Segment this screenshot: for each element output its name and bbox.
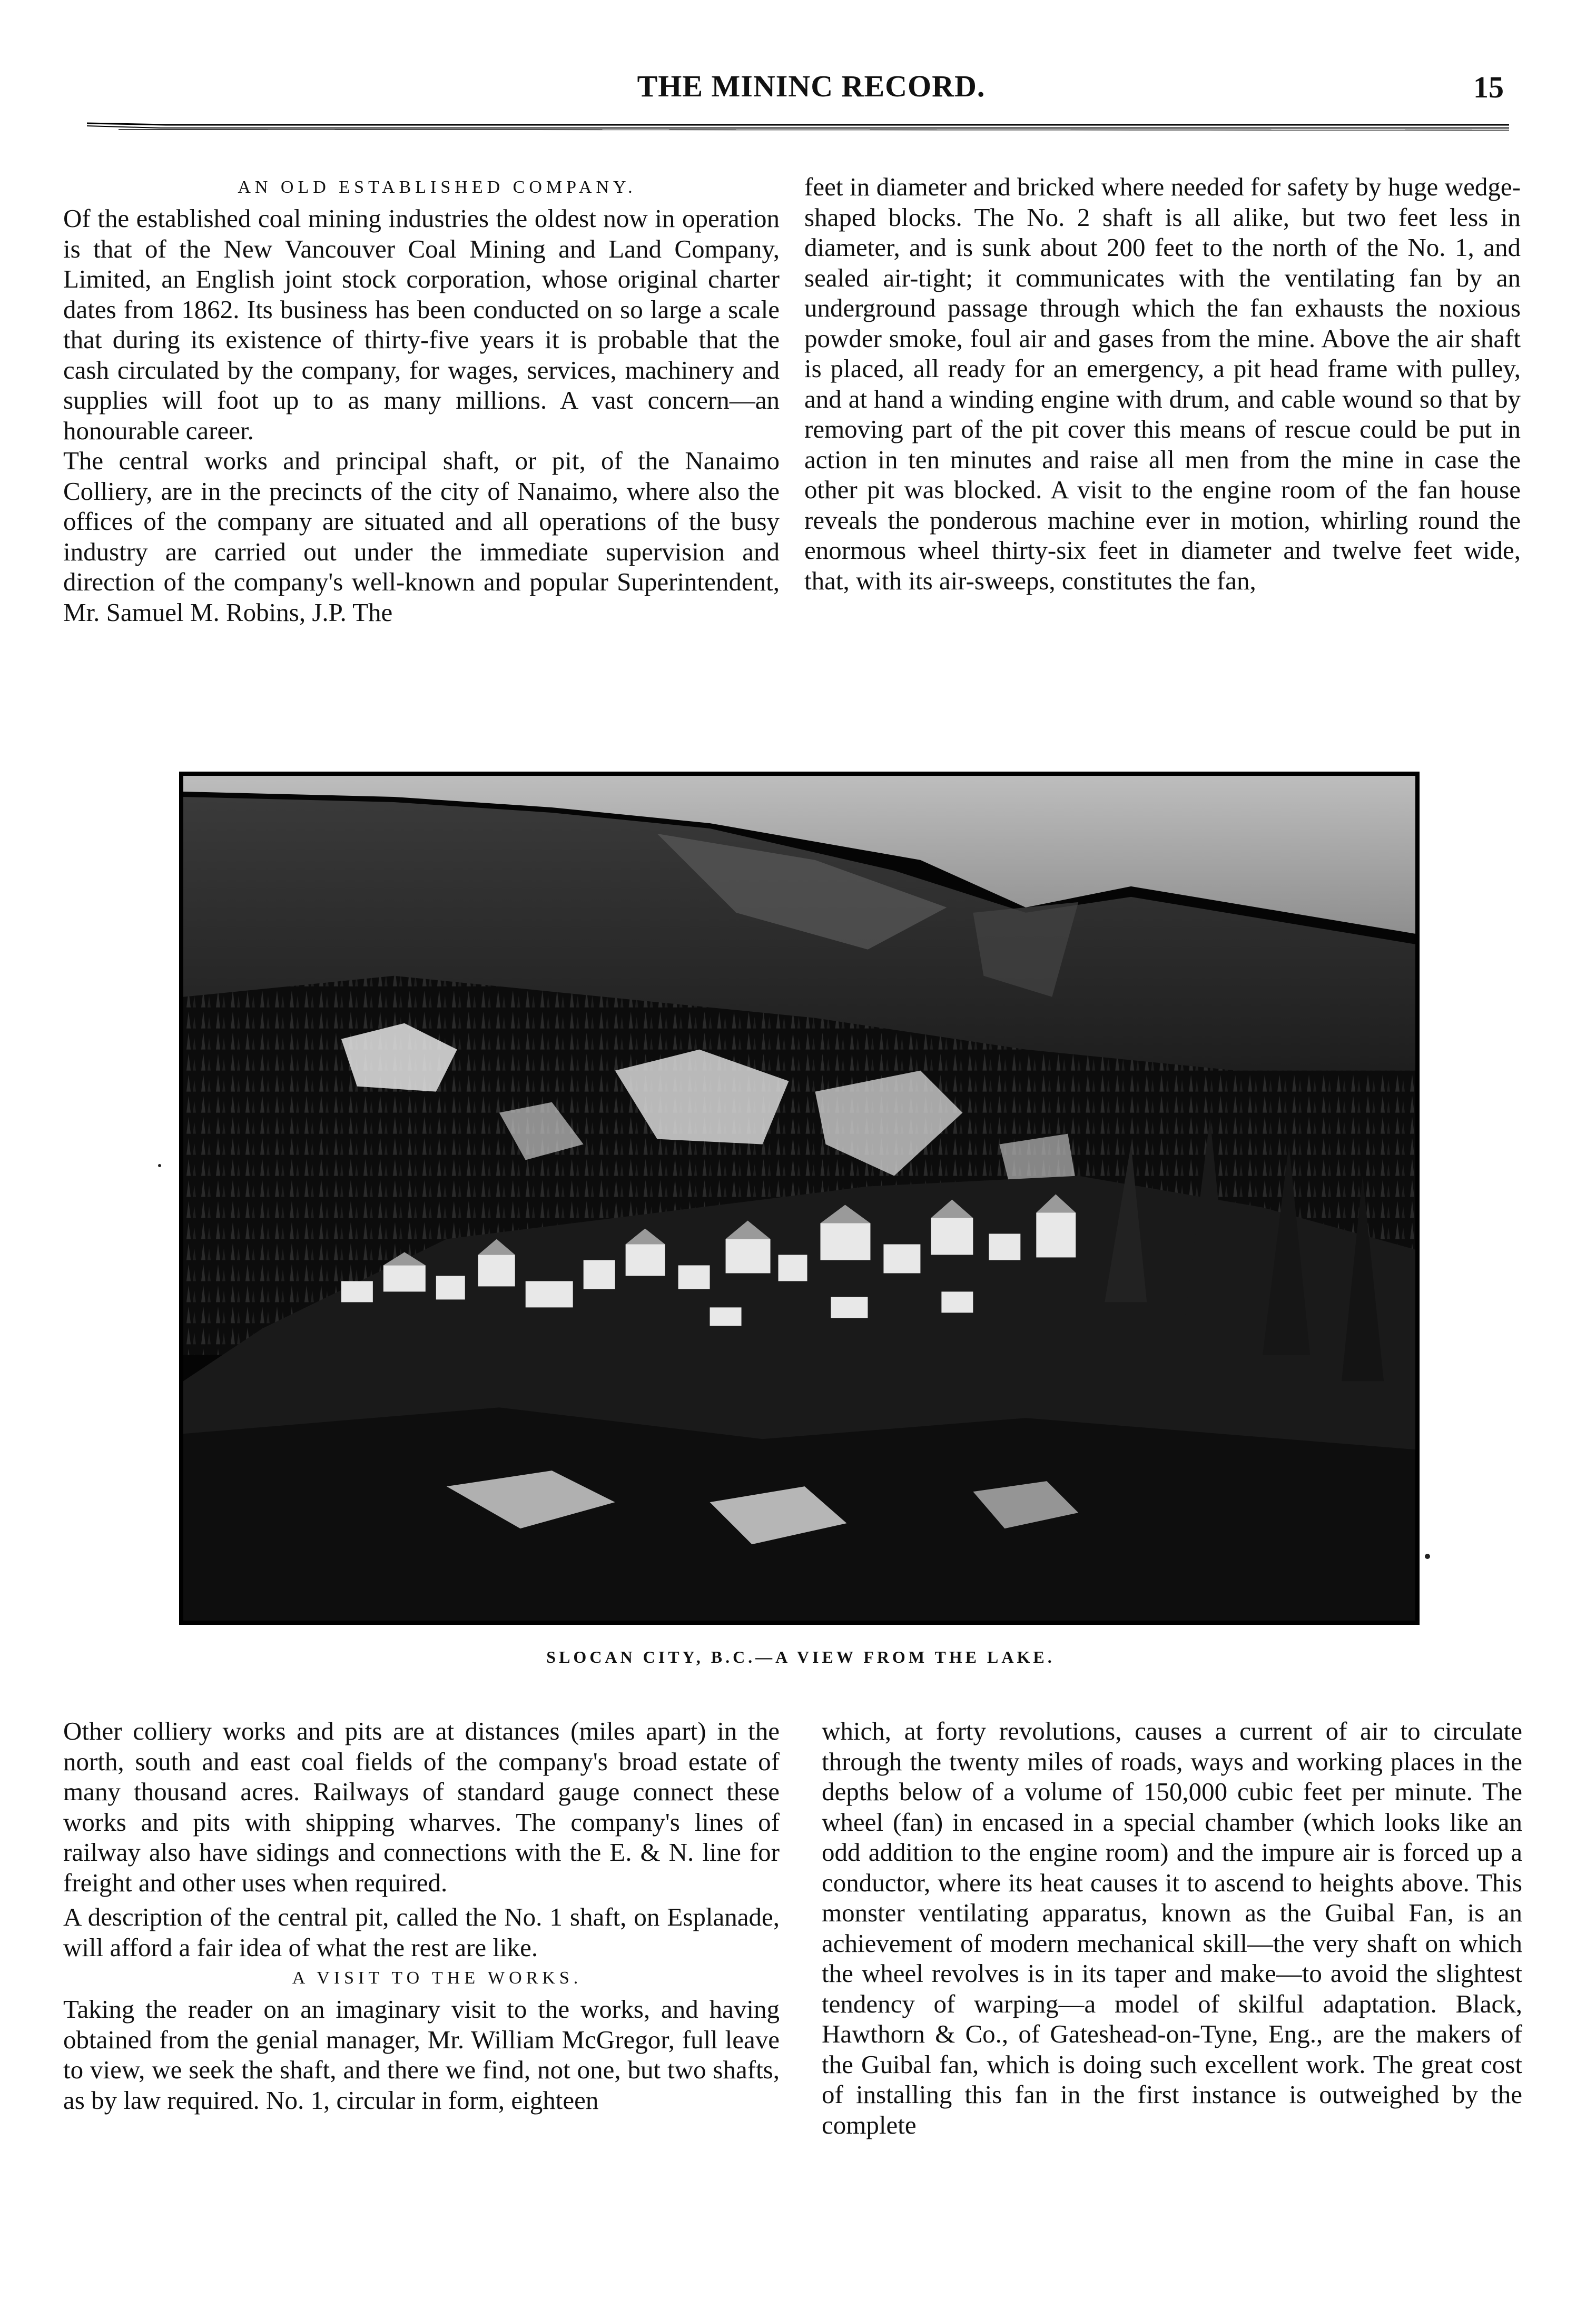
column-bottom-left (63, 1716, 780, 2115)
paragraph: feet in diameter and bricked where needed for safety by huge wedge-shaped blocks. The No. 2 shaft is all alike, but two feet less in diameter, and is sunk about 200 feet to the north of the No. 1, and sealed air-tight; it communicates with the ventilating fan by an underground passage through which the fan exhausts the noxious powder smoke, foul air and gases from the mine. Above the air shaft is placed, all ready for an emergency, a pit head frame with pulley, and at hand a winding engine with drum, and cable wound so that by removing part of the pit cover this means of rescue could be put in action in ten minutes and raise all men from the mine in case the other pit was blocked. A visit to the engine room of the fan house reveals the ponderous machine ever in motion, whirling round the enormous wheel thirty-six feet in diameter and twelve feet wide, that, with its air-sweeps, constitutes the fan, (804, 172, 1521, 595)
paragraph: Of the established coal mining industries the oldest now in operation is that of the New Vancouver Coal Mining and Land Company, Limited, an English joint stock corporation, whose original charter dates from 1862. Its business has been conducted on so large a scale that during its existence of thirty-five years it is probable that the cash circulated by the company, for wages, services, machinery and supplies will foot up to as many millions. A vast concern—an honourable career. (63, 204, 780, 445)
header-rule (87, 122, 1509, 132)
column-top-left (63, 172, 780, 627)
section-heading-old-company: AN OLD ESTABLISHED COMPANY. (238, 177, 637, 197)
paragraph: Taking the reader on an imaginary visit to the works, and having obtained from the genial manager, Mr. William McGregor, full leave to view, we seek the shaft, and there we find, not one, but two shafts, as by law required. No. 1, circular in form, eighteen (63, 1995, 780, 2115)
photo-caption: SLOCAN CITY, B.C.—A VIEW FROM THE LAKE. (546, 1647, 1055, 1666)
paragraph: A description of the central pit, called the No. 1 shaft, on Esplanade, will afford a fair idea of what the rest are like. (63, 1902, 780, 1962)
print-speck (1425, 1554, 1430, 1559)
paragraph: Other colliery works and pits are at distances (miles apart) in the north, south and east coal fields of the company's broad estate of many thousand acres. Railways of standard gauge connect these works and pits with shipping wharves. The company's lines of railway also have sidings and connections with the E. & N. line for freight and other uses when required. (63, 1716, 780, 1897)
column-top-right (804, 172, 1521, 596)
slocan-city-photograph (179, 772, 1420, 1625)
spacer (63, 1898, 780, 1902)
page-number: 15 (1473, 70, 1504, 104)
print-speck (158, 1164, 161, 1167)
column-bottom-right (822, 1716, 1522, 2140)
running-head: THE MININC RECORD. (637, 69, 986, 103)
photo-illustration (183, 776, 1415, 1621)
paragraph: which, at forty revolutions, causes a current of air to circulate through the twenty miles of roads, ways and working places in the depths below of a volume of 150,000 cubic feet per minute. The wheel (fan) in encased in a special chamber (which looks like an odd addition to the engine room) and the impure air is forced up a conductor, where its heat causes it to ascend to heights above. This monster ventilating apparatus, known as the Guibal Fan, is an achievement of modern mechanical skill—the very shaft on which the wheel revolves is in its taper and make—to avoid the slightest tendency of warping—a model of skilful adaptation. Black, Hawthorn & Co., of Gateshead-on-Tyne, Eng., are the makers of the Guibal fan, which is doing such excellent work. The great cost of installing this fan in the first instance is outweighed by the complete (822, 1716, 1522, 2139)
paragraph: The central works and principal shaft, or pit, of the Nanaimo Colliery, are in the precincts of the city of Nanaimo, where also the offices of the company are situated and all operations of the busy industry are carried out under the immediate supervision and direction of the company's well-known and popular Superintendent, Mr. Samuel M. Robins, J.P. The (63, 446, 780, 627)
section-heading-visit: A VISIT TO THE WORKS. (292, 1968, 583, 1988)
